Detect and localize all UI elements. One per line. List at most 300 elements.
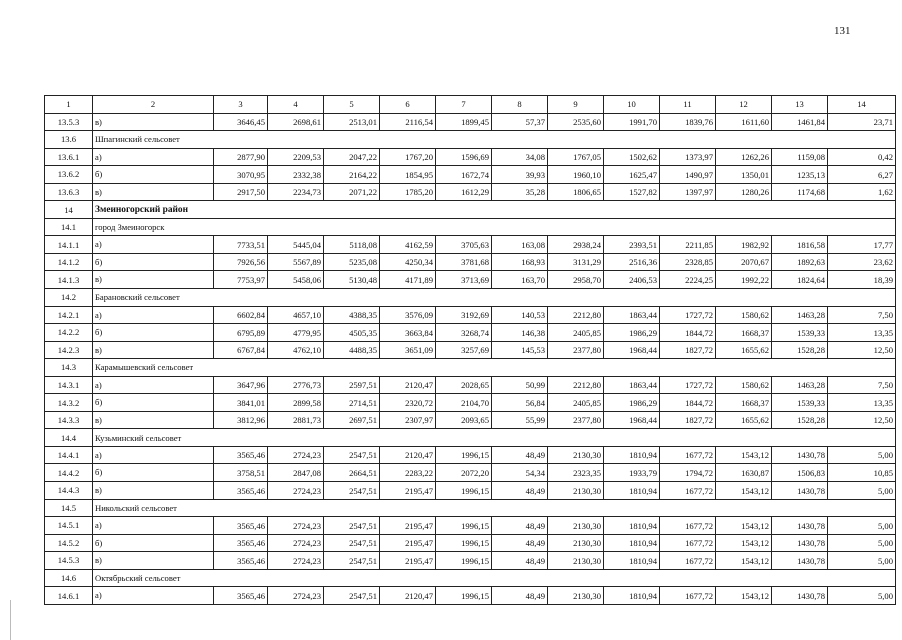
row-code: 14.5.3 [45, 552, 93, 570]
row-option-label: в) [93, 411, 214, 429]
cell-col-9: 2938,24 [548, 236, 604, 254]
cell-col-9: 2130,30 [548, 552, 604, 570]
row-code: 14.4 [45, 429, 93, 447]
cell-col-4: 5445,04 [268, 236, 324, 254]
cell-col-11: 1844,72 [660, 394, 716, 412]
cell-col-10: 1863,44 [604, 306, 660, 324]
row-code: 14.1.2 [45, 253, 93, 271]
table-row [45, 148, 896, 166]
settlement-name: Барановский сельсовет [93, 289, 896, 307]
section-row [45, 218, 896, 236]
cell-col-13: 1816,58 [772, 236, 828, 254]
cell-col-11: 1677,72 [660, 534, 716, 552]
cell-col-14: 13,35 [828, 394, 896, 412]
row-code: 14.5.2 [45, 534, 93, 552]
cell-col-13: 1174,68 [772, 183, 828, 201]
cell-col-9: 1767,05 [548, 148, 604, 166]
district-row [45, 201, 896, 219]
row-code: 14.3.1 [45, 376, 93, 394]
cell-col-3: 3565,46 [214, 534, 268, 552]
row-code: 14.3 [45, 359, 93, 377]
row-code: 14.2.1 [45, 306, 93, 324]
cell-col-11: 1727,72 [660, 376, 716, 394]
cell-col-6: 2283,22 [380, 464, 436, 482]
cell-col-6: 1767,20 [380, 148, 436, 166]
cell-col-3: 6602,84 [214, 306, 268, 324]
section-row [45, 359, 896, 377]
cell-col-14: 23,62 [828, 253, 896, 271]
cell-col-7: 1996,15 [436, 482, 492, 500]
cell-col-7: 1996,15 [436, 446, 492, 464]
cell-col-5: 2547,51 [324, 534, 380, 552]
section-row [45, 569, 896, 587]
cell-col-4: 2724,23 [268, 534, 324, 552]
row-code: 14.4.1 [45, 446, 93, 464]
cell-col-9: 2130,30 [548, 517, 604, 535]
cell-col-4: 2698,61 [268, 113, 324, 131]
cell-col-9: 2377,80 [548, 341, 604, 359]
row-code: 14.4.2 [45, 464, 93, 482]
cell-col-4: 2776,73 [268, 376, 324, 394]
cell-col-13: 1506,83 [772, 464, 828, 482]
row-code: 14.2.3 [45, 341, 93, 359]
cell-col-3: 3070,95 [214, 166, 268, 184]
cell-col-11: 1677,72 [660, 482, 716, 500]
cell-col-8: 146,38 [492, 324, 548, 342]
cell-col-4: 2899,58 [268, 394, 324, 412]
cell-col-5: 4505,35 [324, 324, 380, 342]
cell-col-8: 55,99 [492, 411, 548, 429]
table-row [45, 376, 896, 394]
cell-col-10: 1810,94 [604, 587, 660, 605]
cell-col-5: 2547,51 [324, 587, 380, 605]
cell-col-7: 2104,70 [436, 394, 492, 412]
cell-col-9: 2377,80 [548, 411, 604, 429]
cell-col-8: 48,49 [492, 552, 548, 570]
table-row [45, 324, 896, 342]
cell-col-13: 1892,63 [772, 253, 828, 271]
cell-col-3: 3565,46 [214, 552, 268, 570]
page-edge-mark [10, 600, 15, 640]
cell-col-12: 1992,22 [716, 271, 772, 289]
row-option-label: а) [93, 306, 214, 324]
row-code: 13.6.3 [45, 183, 93, 201]
cell-col-3: 7753,97 [214, 271, 268, 289]
row-option-label: в) [93, 271, 214, 289]
cell-col-9: 2405,85 [548, 394, 604, 412]
cell-col-11: 2211,85 [660, 236, 716, 254]
cell-col-7: 2072,20 [436, 464, 492, 482]
cell-col-14: 17,77 [828, 236, 896, 254]
cell-col-11: 1827,72 [660, 411, 716, 429]
cell-col-11: 1677,72 [660, 587, 716, 605]
cell-col-10: 1527,82 [604, 183, 660, 201]
row-code: 14.3.2 [45, 394, 93, 412]
row-option-label: б) [93, 394, 214, 412]
cell-col-7: 3268,74 [436, 324, 492, 342]
cell-col-12: 1543,12 [716, 534, 772, 552]
cell-col-9: 2130,30 [548, 534, 604, 552]
cell-col-5: 2547,51 [324, 517, 380, 535]
cell-col-6: 4250,34 [380, 253, 436, 271]
cell-col-4: 2847,08 [268, 464, 324, 482]
cell-col-4: 4657,10 [268, 306, 324, 324]
cell-col-7: 3705,63 [436, 236, 492, 254]
cell-col-13: 1528,28 [772, 341, 828, 359]
cell-col-4: 2234,73 [268, 183, 324, 201]
row-code: 14.2 [45, 289, 93, 307]
row-code: 14 [45, 201, 93, 219]
cell-col-10: 1502,62 [604, 148, 660, 166]
cell-col-14: 5,00 [828, 517, 896, 535]
cell-col-14: 23,71 [828, 113, 896, 131]
cell-col-7: 1996,15 [436, 534, 492, 552]
settlement-name: Октябрьский сельсовет [93, 569, 896, 587]
settlement-name: Никольский сельсовет [93, 499, 896, 517]
section-row [45, 499, 896, 517]
cell-col-11: 1397,97 [660, 183, 716, 201]
cell-col-7: 3781,68 [436, 253, 492, 271]
cell-col-11: 1677,72 [660, 446, 716, 464]
row-option-label: в) [93, 183, 214, 201]
cell-col-3: 3565,46 [214, 517, 268, 535]
cell-col-10: 1810,94 [604, 517, 660, 535]
cell-col-3: 7926,56 [214, 253, 268, 271]
cell-col-10: 1625,47 [604, 166, 660, 184]
cell-col-9: 3131,29 [548, 253, 604, 271]
cell-col-4: 2724,23 [268, 517, 324, 535]
row-code: 14.6.1 [45, 587, 93, 605]
cell-col-12: 1982,92 [716, 236, 772, 254]
cell-col-14: 0,42 [828, 148, 896, 166]
cell-col-14: 12,50 [828, 341, 896, 359]
cell-col-3: 6795,89 [214, 324, 268, 342]
cell-col-5: 2547,51 [324, 482, 380, 500]
cell-col-4: 2724,23 [268, 587, 324, 605]
row-option-label: а) [93, 376, 214, 394]
cell-col-3: 2917,50 [214, 183, 268, 201]
table-row [45, 271, 896, 289]
cell-col-6: 2195,47 [380, 534, 436, 552]
cell-col-5: 2597,51 [324, 376, 380, 394]
cell-col-13: 1159,08 [772, 148, 828, 166]
cell-col-3: 3565,46 [214, 482, 268, 500]
cell-col-3: 7733,51 [214, 236, 268, 254]
cell-col-5: 4388,35 [324, 306, 380, 324]
cell-col-12: 1262,26 [716, 148, 772, 166]
section-row [45, 289, 896, 307]
cell-col-8: 57,37 [492, 113, 548, 131]
cell-col-5: 5118,08 [324, 236, 380, 254]
row-code: 14.1.3 [45, 271, 93, 289]
cell-col-14: 5,00 [828, 534, 896, 552]
cell-col-5: 2714,51 [324, 394, 380, 412]
row-code: 14.5 [45, 499, 93, 517]
column-number-9: 9 [548, 96, 604, 114]
cell-col-9: 1960,10 [548, 166, 604, 184]
cell-col-13: 1461,84 [772, 113, 828, 131]
cell-col-14: 10,85 [828, 464, 896, 482]
column-number-14: 14 [828, 96, 896, 114]
cell-col-8: 145,53 [492, 341, 548, 359]
cell-col-12: 1543,12 [716, 552, 772, 570]
cell-col-9: 1806,65 [548, 183, 604, 201]
cell-col-6: 3651,09 [380, 341, 436, 359]
row-option-label: в) [93, 552, 214, 570]
table-row [45, 341, 896, 359]
cell-col-13: 1430,78 [772, 552, 828, 570]
cell-col-12: 1580,62 [716, 376, 772, 394]
cell-col-12: 1668,37 [716, 394, 772, 412]
row-code: 14.1.1 [45, 236, 93, 254]
cell-col-11: 1677,72 [660, 552, 716, 570]
cell-col-12: 1543,12 [716, 517, 772, 535]
cell-col-10: 2516,36 [604, 253, 660, 271]
cell-col-9: 2535,60 [548, 113, 604, 131]
cell-col-10: 2393,51 [604, 236, 660, 254]
row-option-label: б) [93, 166, 214, 184]
column-number-1: 1 [45, 96, 93, 114]
cell-col-14: 6,27 [828, 166, 896, 184]
row-code: 14.2.2 [45, 324, 93, 342]
row-option-label: в) [93, 341, 214, 359]
cell-col-8: 34,08 [492, 148, 548, 166]
cell-col-7: 1996,15 [436, 587, 492, 605]
cell-col-6: 1854,95 [380, 166, 436, 184]
cell-col-8: 140,53 [492, 306, 548, 324]
cell-col-13: 1235,13 [772, 166, 828, 184]
district-name: Змеиногорский район [93, 201, 896, 219]
column-number-3: 3 [214, 96, 268, 114]
cell-col-5: 4488,35 [324, 341, 380, 359]
row-option-label: а) [93, 517, 214, 535]
row-code: 13.5.3 [45, 113, 93, 131]
cell-col-13: 1528,28 [772, 411, 828, 429]
cell-col-9: 2212,80 [548, 376, 604, 394]
column-number-5: 5 [324, 96, 380, 114]
table-row [45, 534, 896, 552]
cell-col-6: 2116,54 [380, 113, 436, 131]
cell-col-13: 1430,78 [772, 482, 828, 500]
cell-col-14: 7,50 [828, 306, 896, 324]
column-number-13: 13 [772, 96, 828, 114]
column-number-4: 4 [268, 96, 324, 114]
cell-col-14: 12,50 [828, 411, 896, 429]
row-option-label: б) [93, 253, 214, 271]
row-option-label: б) [93, 534, 214, 552]
cell-col-4: 2724,23 [268, 552, 324, 570]
row-option-label: а) [93, 446, 214, 464]
cell-col-13: 1463,28 [772, 376, 828, 394]
cell-col-4: 2209,53 [268, 148, 324, 166]
table-row [45, 183, 896, 201]
cell-col-4: 2724,23 [268, 482, 324, 500]
cell-col-10: 1968,44 [604, 411, 660, 429]
cell-col-5: 2071,22 [324, 183, 380, 201]
cell-col-4: 2332,38 [268, 166, 324, 184]
cell-col-3: 3646,45 [214, 113, 268, 131]
cell-col-10: 2406,53 [604, 271, 660, 289]
cell-col-13: 1430,78 [772, 446, 828, 464]
cell-col-7: 2028,65 [436, 376, 492, 394]
cell-col-11: 2224,25 [660, 271, 716, 289]
cell-col-8: 50,99 [492, 376, 548, 394]
cell-col-11: 1727,72 [660, 306, 716, 324]
cell-col-7: 1672,74 [436, 166, 492, 184]
cell-col-6: 2120,47 [380, 376, 436, 394]
cell-col-14: 5,00 [828, 587, 896, 605]
cell-col-11: 1827,72 [660, 341, 716, 359]
table-row [45, 253, 896, 271]
cell-col-10: 1810,94 [604, 534, 660, 552]
cell-col-3: 3565,46 [214, 446, 268, 464]
table-row [45, 587, 896, 605]
cell-col-10: 1986,29 [604, 324, 660, 342]
cell-col-13: 1430,78 [772, 534, 828, 552]
cell-col-8: 35,28 [492, 183, 548, 201]
cell-col-8: 48,49 [492, 517, 548, 535]
cell-col-14: 7,50 [828, 376, 896, 394]
cell-col-6: 2320,72 [380, 394, 436, 412]
cell-col-7: 1596,69 [436, 148, 492, 166]
cell-col-14: 13,35 [828, 324, 896, 342]
column-number-8: 8 [492, 96, 548, 114]
cell-col-6: 4162,59 [380, 236, 436, 254]
cell-col-8: 163,08 [492, 236, 548, 254]
cell-col-5: 5130,48 [324, 271, 380, 289]
table-row [45, 482, 896, 500]
cell-col-6: 2195,47 [380, 517, 436, 535]
table-row [45, 464, 896, 482]
column-number-7: 7 [436, 96, 492, 114]
cell-col-11: 1844,72 [660, 324, 716, 342]
cell-col-10: 1810,94 [604, 482, 660, 500]
table-row [45, 306, 896, 324]
cell-col-8: 39,93 [492, 166, 548, 184]
cell-col-8: 48,49 [492, 587, 548, 605]
column-number-11: 11 [660, 96, 716, 114]
row-code: 14.1 [45, 218, 93, 236]
cell-col-8: 163,70 [492, 271, 548, 289]
cell-col-5: 2047,22 [324, 148, 380, 166]
column-number-6: 6 [380, 96, 436, 114]
cell-col-10: 1810,94 [604, 552, 660, 570]
cell-col-6: 2195,47 [380, 552, 436, 570]
cell-col-13: 1430,78 [772, 587, 828, 605]
cell-col-9: 2130,30 [548, 446, 604, 464]
cell-col-6: 2195,47 [380, 482, 436, 500]
cell-col-3: 3812,96 [214, 411, 268, 429]
settlement-name: Шпагинский сельсовет [93, 131, 896, 149]
cell-col-5: 2547,51 [324, 446, 380, 464]
cell-col-6: 3663,84 [380, 324, 436, 342]
cell-col-11: 1373,97 [660, 148, 716, 166]
cell-col-12: 1543,12 [716, 587, 772, 605]
cell-col-13: 1824,64 [772, 271, 828, 289]
row-option-label: в) [93, 482, 214, 500]
cell-col-8: 54,34 [492, 464, 548, 482]
cell-col-4: 4762,10 [268, 341, 324, 359]
row-code: 13.6 [45, 131, 93, 149]
page-number: 131 [834, 25, 851, 37]
row-code: 14.6 [45, 569, 93, 587]
settlement-name: Карамышевский сельсовет [93, 359, 896, 377]
cell-col-4: 2881,73 [268, 411, 324, 429]
section-row [45, 131, 896, 149]
cell-col-5: 2547,51 [324, 552, 380, 570]
cell-col-14: 18,39 [828, 271, 896, 289]
table-row [45, 394, 896, 412]
cell-col-9: 2130,30 [548, 482, 604, 500]
section-row [45, 429, 896, 447]
row-option-label: а) [93, 587, 214, 605]
table-row [45, 446, 896, 464]
cell-col-13: 1463,28 [772, 306, 828, 324]
cell-col-8: 48,49 [492, 482, 548, 500]
cell-col-12: 1630,87 [716, 464, 772, 482]
cell-col-11: 1794,72 [660, 464, 716, 482]
cell-col-5: 5235,08 [324, 253, 380, 271]
cell-col-14: 5,00 [828, 446, 896, 464]
row-option-label: б) [93, 464, 214, 482]
cell-col-12: 1668,37 [716, 324, 772, 342]
cell-col-14: 1,62 [828, 183, 896, 201]
table-row [45, 166, 896, 184]
row-code: 14.4.3 [45, 482, 93, 500]
settlement-name: Кузьминский сельсовет [93, 429, 896, 447]
cell-col-7: 3257,69 [436, 341, 492, 359]
cell-col-6: 2120,47 [380, 446, 436, 464]
table-row [45, 411, 896, 429]
cell-col-7: 1612,29 [436, 183, 492, 201]
cell-col-9: 2405,85 [548, 324, 604, 342]
cell-col-13: 1430,78 [772, 517, 828, 535]
cell-col-11: 1490,97 [660, 166, 716, 184]
cell-col-4: 5458,06 [268, 271, 324, 289]
cell-col-12: 1611,60 [716, 113, 772, 131]
cell-col-12: 1350,01 [716, 166, 772, 184]
cell-col-11: 2328,85 [660, 253, 716, 271]
cell-col-12: 1655,62 [716, 341, 772, 359]
cell-col-3: 2877,90 [214, 148, 268, 166]
cell-col-9: 2212,80 [548, 306, 604, 324]
cell-col-3: 3565,46 [214, 587, 268, 605]
cell-col-14: 5,00 [828, 482, 896, 500]
cell-col-10: 1863,44 [604, 376, 660, 394]
cell-col-4: 2724,23 [268, 446, 324, 464]
cell-col-9: 2323,35 [548, 464, 604, 482]
cell-col-5: 2697,51 [324, 411, 380, 429]
cell-col-6: 2120,47 [380, 587, 436, 605]
cell-col-3: 3841,01 [214, 394, 268, 412]
header-row [45, 96, 896, 114]
cell-col-6: 1785,20 [380, 183, 436, 201]
cell-col-8: 168,93 [492, 253, 548, 271]
cell-col-10: 1991,70 [604, 113, 660, 131]
cell-col-7: 3713,69 [436, 271, 492, 289]
cell-col-12: 1543,12 [716, 482, 772, 500]
cell-col-6: 2307,97 [380, 411, 436, 429]
settlement-name: город Змеиногорск [93, 218, 896, 236]
cell-col-4: 4779,95 [268, 324, 324, 342]
row-code: 13.6.1 [45, 148, 93, 166]
row-option-label: в) [93, 113, 214, 131]
cell-col-7: 1996,15 [436, 552, 492, 570]
cell-col-12: 1543,12 [716, 446, 772, 464]
row-code: 14.3.3 [45, 411, 93, 429]
row-code: 14.5.1 [45, 517, 93, 535]
row-code: 13.6.2 [45, 166, 93, 184]
